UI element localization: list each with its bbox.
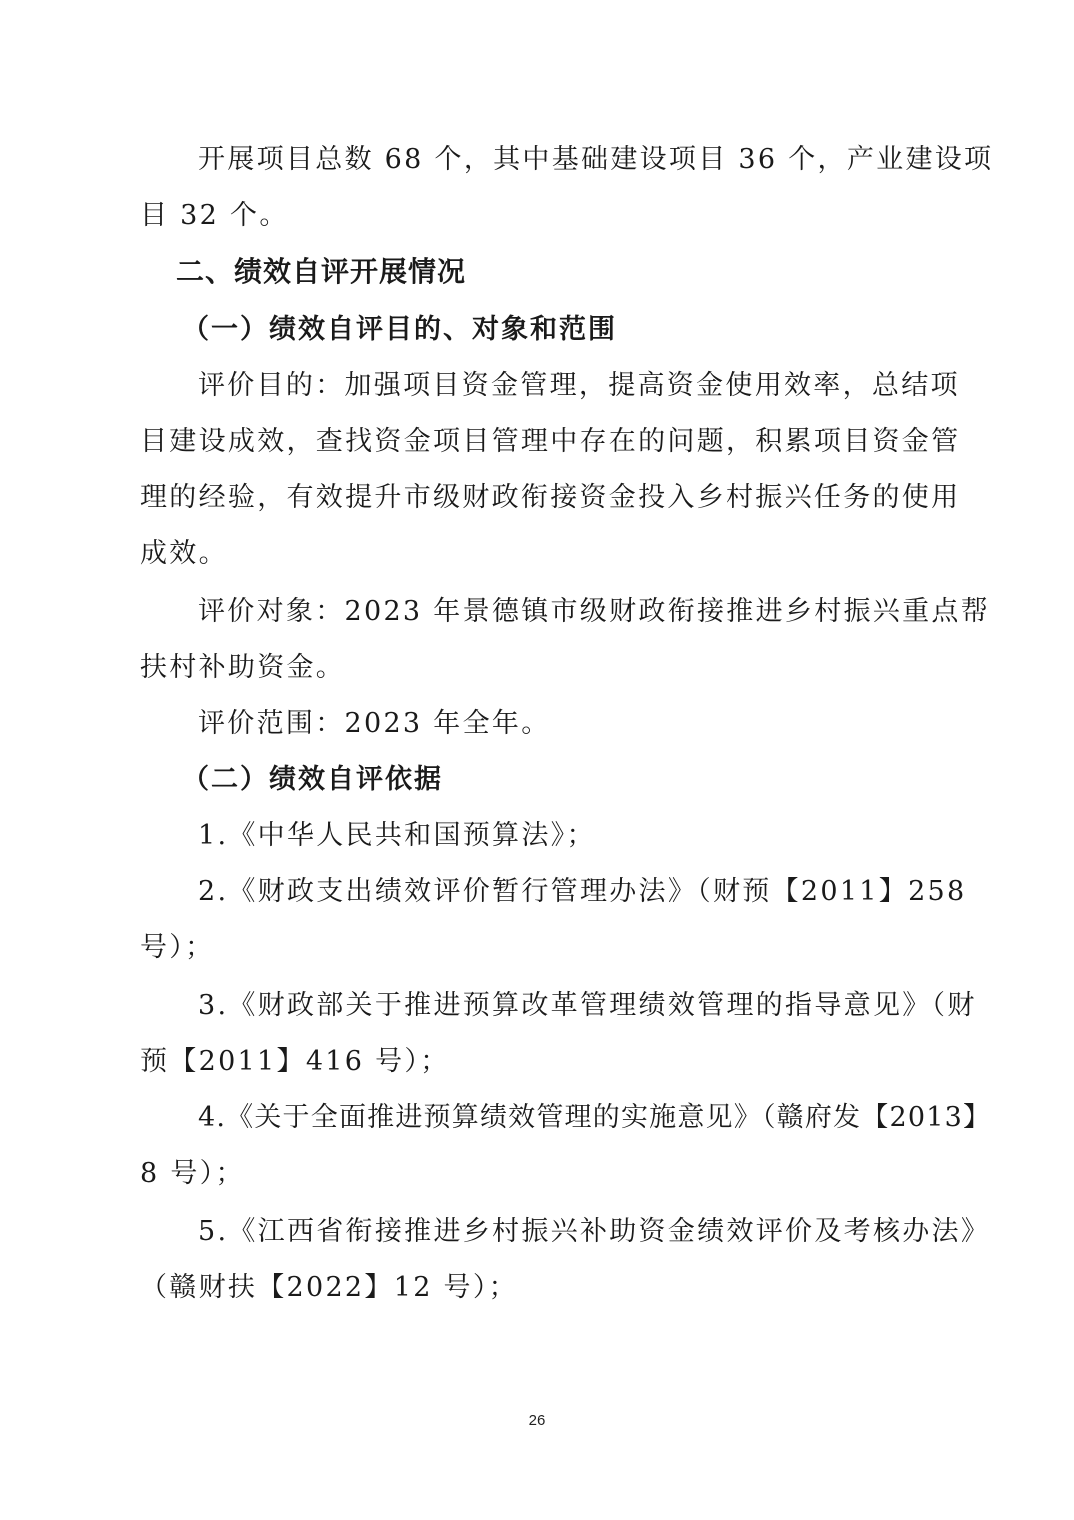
list-item-line: 3.《财政部关于推进预算改革管理绩效管理的指导意见》（财: [198, 990, 977, 1021]
paragraph-line: 目建设成效，查找资金项目管理中存在的问题，积累项目资金管: [140, 426, 961, 457]
list-item-line: 4.《关于全面推进预算绩效管理的实施意见》（赣府发【2013】: [198, 1102, 992, 1133]
paragraph-line: 评价范围：2023 年全年。: [198, 708, 551, 739]
paragraph-line: 目 32 个。: [140, 200, 289, 231]
page-number: 26: [528, 1412, 546, 1429]
paragraph-line: 理的经验，有效提升市级财政衔接资金投入乡村振兴任务的使用: [140, 482, 961, 513]
paragraph-line: 开展项目总数 68 个，其中基础建设项目 36 个，产业建设项: [198, 144, 994, 175]
section-heading: 二、绩效自评开展情况: [176, 255, 467, 288]
list-item-line: 号）；: [140, 932, 215, 963]
list-item-line: 预【2011】416 号）；: [140, 1046, 450, 1077]
paragraph-line: 扶村补助资金。: [140, 652, 346, 683]
paragraph-line: 成效。: [140, 538, 228, 569]
paragraph-line: 评价目的：加强项目资金管理，提高资金使用效率，总结项: [198, 370, 960, 401]
list-item-line: 8 号）；: [140, 1158, 245, 1189]
list-item-line: 5.《江西省衔接推进乡村振兴补助资金绩效评价及考核办法》: [198, 1216, 991, 1247]
list-item-line: 1.《中华人民共和国预算法》；: [198, 820, 596, 851]
list-item-line: （赣财扶【2022】12 号）；: [140, 1272, 518, 1303]
paragraph-line: 评价对象：2023 年景德镇市级财政衔接推进乡村振兴重点帮: [198, 596, 990, 627]
subsection-heading: （一）绩效自评目的、对象和范围: [182, 314, 617, 345]
subsection-heading: （二）绩效自评依据: [182, 764, 443, 795]
list-item-line: 2.《财政支出绩效评价暂行管理办法》（财预【2011】258: [198, 876, 967, 907]
